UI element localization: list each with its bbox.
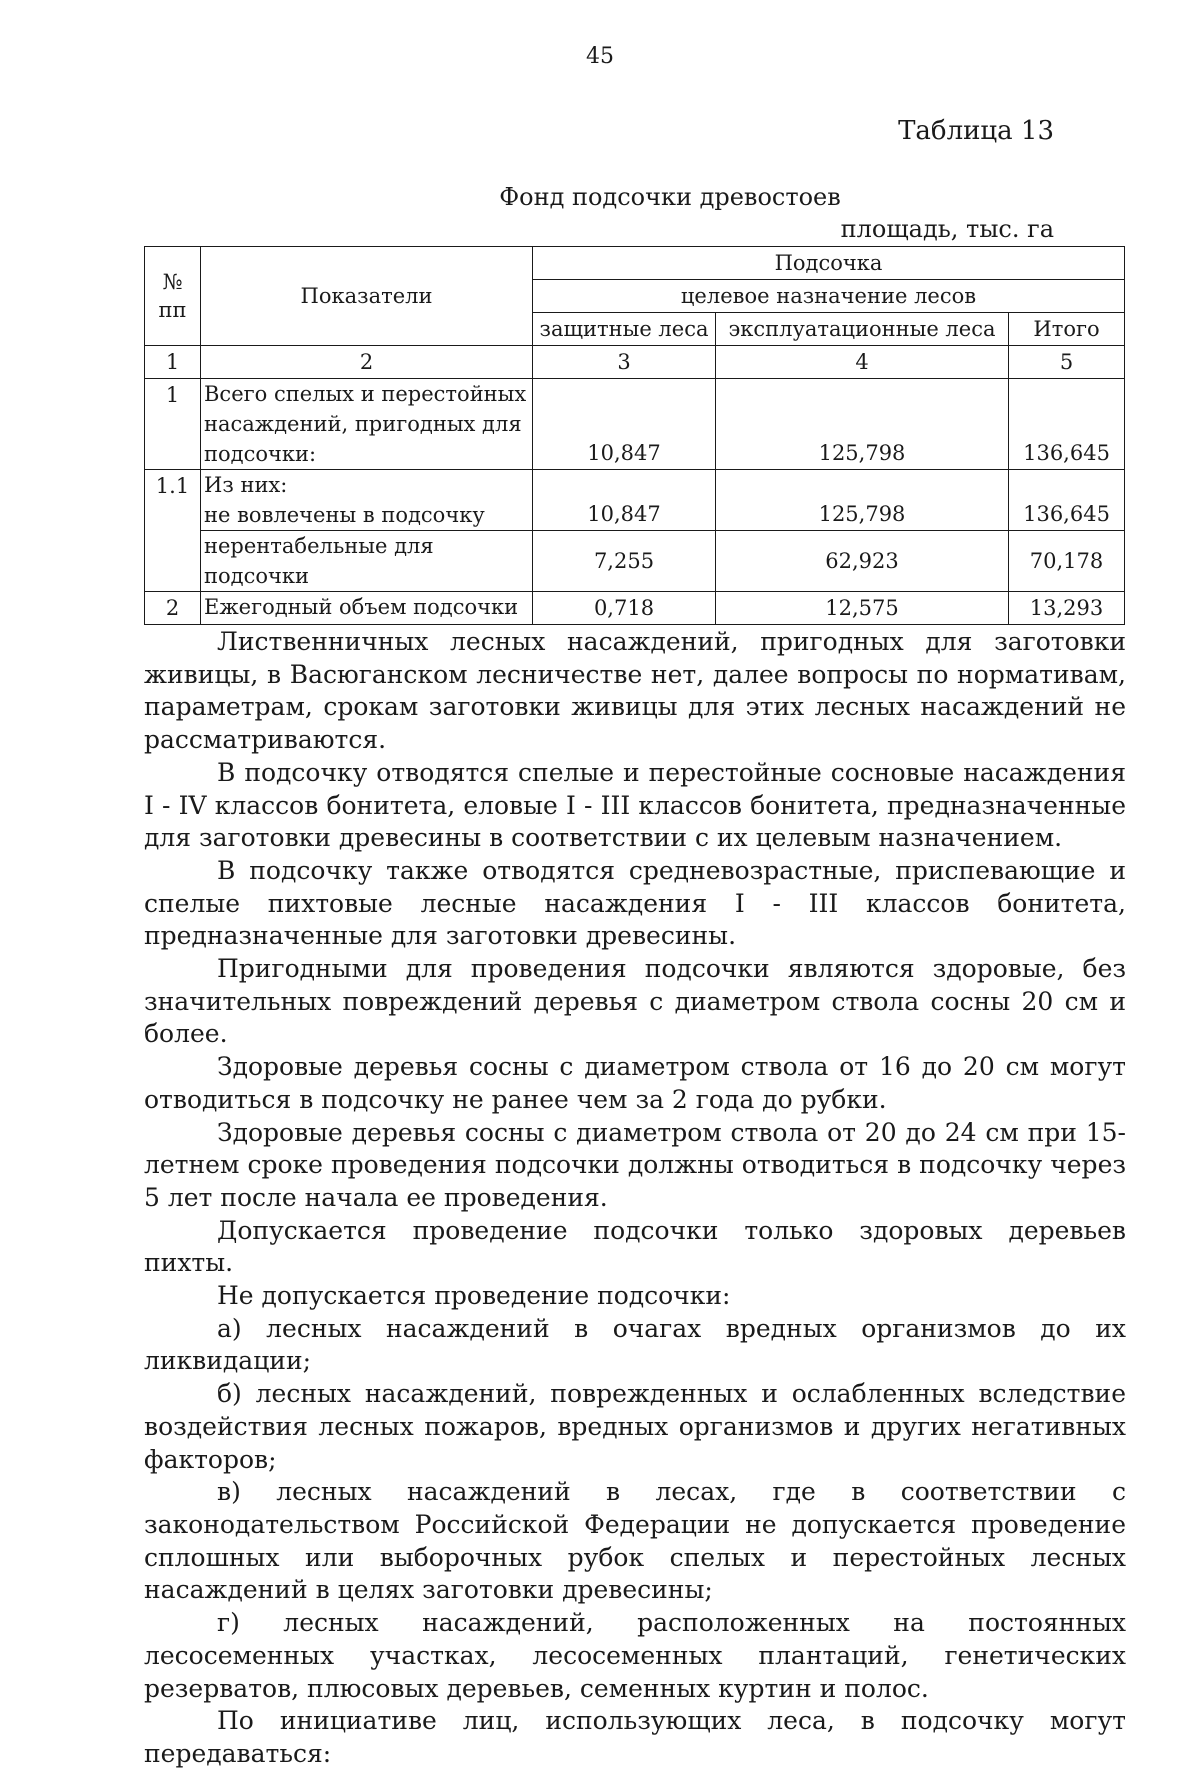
paragraph: В подсочку также отводятся средневозрастные, приспевающие и спелые пихтовые лесные насаждения I - III классов бонитета, предназначенные для заготовки древесины. <box>144 855 1126 951</box>
table-row <box>145 531 1125 592</box>
row-value-total: 13,293 <box>1009 592 1125 625</box>
header-indicators: Показатели <box>201 247 533 346</box>
table-label: Таблица 13 <box>898 116 1054 146</box>
paragraph: Допускается проведение подсочки только здоровых деревьев пихты. <box>144 1215 1126 1278</box>
col-number: 4 <box>716 346 1009 379</box>
row-label: Ежегодный объем подсочки <box>201 592 533 625</box>
header-total: Итого <box>1009 313 1125 346</box>
header-subgroup: целевое назначение лесов <box>533 280 1125 313</box>
row-value-exploitation: 12,575 <box>716 592 1009 625</box>
header-exploitation: эксплуатационные леса <box>716 313 1009 346</box>
list-item: б) лесных насаждений, поврежденных и ослабленных вследствие воздействия лесных пожаров, вредных организмов и других негативных факторов; <box>144 1379 1126 1474</box>
row-value-exploitation: 62,923 <box>716 531 1009 592</box>
list-item: в) лесных насаждений в лесах, где в соответствии с законодательством Российской Федерации не допускается проведение сплошных или выборочных рубок спелых и перестойных лесных насаждений в целях заготовки древесины; <box>144 1477 1126 1605</box>
row-label <box>201 470 533 531</box>
paragraph: По инициативе лиц, использующих леса, в подсочку могут передаваться: <box>144 1706 1126 1768</box>
header-num: № пп <box>145 247 201 346</box>
table-title: Фонд подсочки древостоев <box>499 183 841 211</box>
paragraph: В подсочку отводятся спелые и перестойные сосновые насаждения I - IV классов бонитета, еловые I - III классов бонитета, предназначенные для заготовки древесины в соответствии с их целевым назначением. <box>144 757 1126 853</box>
timber-tapping-table <box>144 246 1125 625</box>
column-number-row <box>145 346 1125 379</box>
row-value-protective: 0,718 <box>533 592 716 625</box>
col-number: 1 <box>145 346 201 379</box>
row-label: нерентабельные для подсочки <box>201 531 533 592</box>
row-value-total: 136,645 <box>1009 470 1125 531</box>
row-label-sub: не вовлечены в подсочку <box>204 503 485 527</box>
paragraph: Не допускается проведение подсочки: <box>217 1281 731 1311</box>
table-row <box>145 470 1125 531</box>
row-label-heading: Из них: <box>204 473 288 497</box>
row-value-protective: 7,255 <box>533 531 716 592</box>
row-number: 1 <box>145 379 201 470</box>
list-item: г) лесных насаждений, расположенных на постоянных лесосеменных участках, лесосеменных плантаций, генетических резерватов, плюсовых деревьев, семенных куртин и полос. <box>144 1608 1126 1703</box>
row-value-total: 136,645 <box>1009 379 1125 470</box>
row-value-exploitation: 125,798 <box>716 470 1009 531</box>
row-value-exploitation: 125,798 <box>716 379 1009 470</box>
paragraph: Здоровые деревья сосны с диаметром ствола от 20 до 24 см при 15-летнем сроке проведения подсочки должны отводиться в подсочку через 5 лет после начала ее проведения. <box>144 1117 1126 1212</box>
table-units: площадь, тыс. га <box>840 215 1054 243</box>
paragraph: Пригодными для проведения подсочки являются здоровые, без значительных повреждений деревья с диаметром ствола сосны 20 см и более. <box>144 954 1126 1049</box>
row-value-protective: 10,847 <box>533 379 716 470</box>
row-label: Всего спелых и перестойных насаждений, пригодных для подсочки: <box>201 379 533 470</box>
page-number: 45 <box>586 44 614 69</box>
row-number: 1.1 <box>145 470 201 592</box>
row-value-total: 70,178 <box>1009 531 1125 592</box>
list-item: а) лесных насаждений в очагах вредных организмов до их ликвидации; <box>144 1313 1126 1376</box>
row-value-protective: 10,847 <box>533 470 716 531</box>
col-number: 2 <box>201 346 533 379</box>
body-text <box>144 626 1126 1771</box>
header-protective: защитные леса <box>533 313 716 346</box>
col-number: 3 <box>533 346 716 379</box>
col-number: 5 <box>1009 346 1125 379</box>
paragraph: Лиственничных лесных насаждений, пригодных для заготовки живицы, в Васюганском лесничестве нет, далее вопросы по нормативам, параметрам, срокам заготовки живицы для этих лесных насаждений не рассматриваются. <box>144 627 1126 755</box>
paragraph: Здоровые деревья сосны с диаметром ствола от 16 до 20 см могут отводиться в подсочку не ранее чем за 2 года до рубки. <box>144 1052 1126 1114</box>
row-number: 2 <box>145 592 201 625</box>
header-group: Подсочка <box>533 247 1125 280</box>
table-row <box>145 592 1125 625</box>
table-header-row <box>145 247 1125 280</box>
table-row <box>145 379 1125 470</box>
